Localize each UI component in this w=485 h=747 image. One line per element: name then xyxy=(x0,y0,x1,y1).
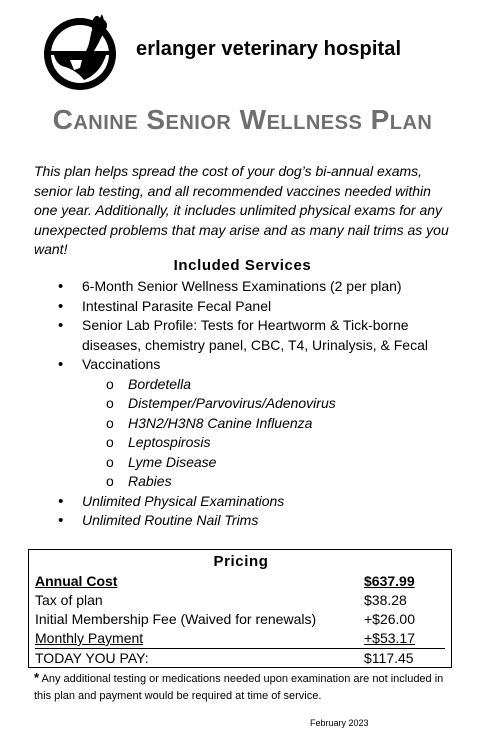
vaccine-item: o Rabies xyxy=(82,472,456,492)
pricing-value: $38.28 xyxy=(364,592,407,608)
pricing-row-monthly-payment xyxy=(35,629,447,648)
footnote-text: Any additional testing or medications needed upon examination are not included in this plan and payment would be required at time of service. xyxy=(34,673,444,702)
vaccine-item: o Bordetella xyxy=(82,375,456,395)
services-list xyxy=(56,277,456,531)
pricing-label: TODAY YOU PAY: xyxy=(35,650,149,666)
plan-title: Canine Senior Wellness Plan xyxy=(52,104,433,135)
pricing-label: Tax of plan xyxy=(35,592,103,608)
list-item: • Intestinal Parasite Fecal Panel xyxy=(56,297,456,317)
pricing-label: Initial Membership Fee (Waived for renewals) xyxy=(35,611,317,627)
list-item: • Unlimited Routine Nail Trims xyxy=(56,511,456,531)
document-date: February 2023 xyxy=(310,718,369,728)
included-services-heading: Included Services xyxy=(173,257,312,274)
footnote-marker: * xyxy=(34,670,40,685)
vaccine-item: o Distemper/Parvovirus/Adenovirus xyxy=(82,394,456,414)
list-item: • Unlimited Physical Examinations xyxy=(56,492,456,512)
pricing-heading: Pricing xyxy=(213,553,269,570)
vaccine-item: o Leptospirosis xyxy=(82,433,456,453)
list-item: • 6-Month Senior Wellness Examinations (2 per plan) xyxy=(56,277,456,297)
list-item: • Senior Lab Profile: Tests for Heartworm & Tick-borne diseases, chemistry panel, CBC, T4, Urinalysis, & Fecal xyxy=(56,316,456,355)
pricing-table xyxy=(28,549,452,668)
vaccine-item: o H3N2/H3N8 Canine Influenza xyxy=(82,414,456,434)
pricing-row-annual-cost xyxy=(35,572,447,591)
vaccine-item: o Lyme Disease xyxy=(82,453,456,473)
pricing-label: Monthly Payment xyxy=(35,630,144,646)
list-item-vaccinations xyxy=(56,355,456,492)
pricing-row-tax xyxy=(35,591,447,610)
pricing-row-today-you-pay xyxy=(35,649,447,668)
footnote xyxy=(34,669,454,705)
intro-paragraph: This plan helps spread the cost of your dog’s bi-annual exams, senior lab testing, and all recommended vaccines needed within one year. Additionally, it includes unlimited physical exams for any unexpected problems that may arise and as many nail trims as you want! xyxy=(34,163,449,257)
pricing-value: $637.99 xyxy=(364,573,415,589)
hospital-name: erlanger veterinary hospital xyxy=(136,38,402,60)
hospital-logo xyxy=(40,12,120,92)
vaccinations-label: Vaccinations xyxy=(82,356,161,372)
pricing-value: +$53.17 xyxy=(364,630,415,646)
vaccinations-list xyxy=(82,375,456,492)
pricing-value: +$26.00 xyxy=(364,611,415,627)
pricing-label: Annual Cost xyxy=(35,573,118,589)
pricing-value: $117.45 xyxy=(364,650,414,666)
pricing-row-membership-fee xyxy=(35,610,447,629)
